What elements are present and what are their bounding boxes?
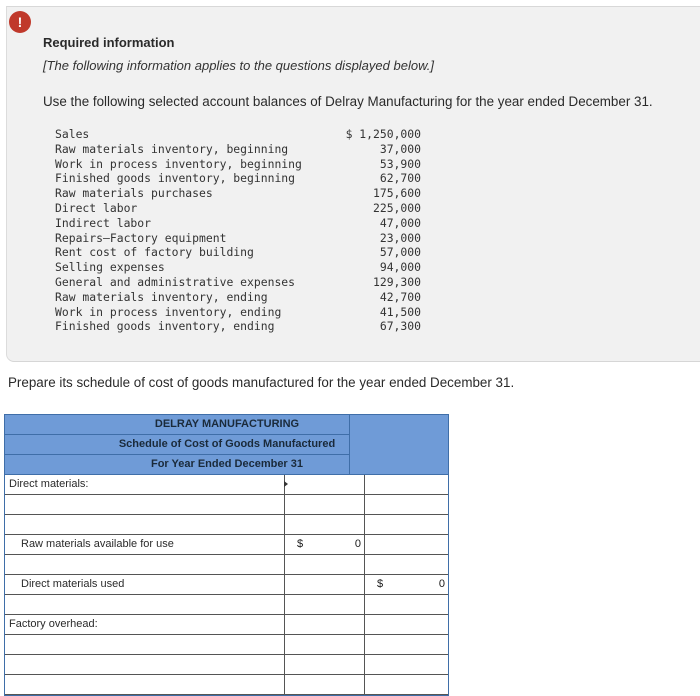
account-row: [55, 157, 421, 172]
alert-icon: !: [9, 11, 31, 33]
account-name: Raw materials inventory, beginning: [55, 141, 289, 156]
table-row: [5, 475, 448, 495]
account-row: [55, 319, 421, 334]
line-item-amount-input[interactable]: [285, 635, 364, 654]
raw-materials-available-label: Raw materials available for use: [21, 538, 174, 550]
account-row: [55, 231, 421, 246]
factory-overhead-label: Factory overhead:: [9, 618, 98, 630]
table-row: [5, 515, 448, 535]
account-name: General and administrative expenses: [55, 274, 296, 289]
line-item-amount-input[interactable]: [285, 515, 364, 534]
account-amount: 175,600: [372, 186, 421, 201]
direct-materials-used-value: 0: [438, 578, 445, 590]
table-row: [5, 575, 448, 595]
direct-materials-used-label: Direct materials used: [21, 578, 125, 590]
account-row: [55, 142, 421, 157]
account-amount: 67,300: [379, 319, 421, 334]
account-row: [55, 305, 421, 320]
arrow-icon: [284, 481, 288, 487]
currency-symbol: $: [377, 578, 384, 590]
account-amount: 94,000: [379, 260, 421, 275]
account-row: [55, 216, 421, 231]
account-amount: 23,000: [379, 230, 421, 245]
account-amount: 57,000: [379, 245, 421, 260]
account-amount: 41,500: [379, 304, 421, 319]
line-item-label-input[interactable]: [5, 495, 284, 514]
account-name: Direct labor: [55, 200, 138, 215]
table-row: [5, 495, 448, 515]
account-name: Rent cost of factory building: [55, 245, 254, 260]
account-amount: 47,000: [379, 215, 421, 230]
account-amount: 225,000: [372, 200, 421, 215]
line-item-amount-input[interactable]: [285, 675, 364, 694]
line-item-amount-input[interactable]: [285, 495, 364, 514]
account-amount: 53,900: [379, 156, 421, 171]
question-prompt: Prepare its schedule of cost of goods manufactured for the year ended December 31.: [8, 375, 515, 390]
required-info-title: Required information: [43, 35, 175, 50]
account-row: [55, 275, 421, 290]
line-item-label-input[interactable]: [5, 675, 284, 694]
schedule-period: For Year Ended December 31: [150, 458, 304, 470]
line-item-label-input[interactable]: [5, 555, 284, 574]
line-item-label-input[interactable]: [5, 655, 284, 674]
account-amount: 62,700: [379, 171, 421, 186]
account-name: Raw materials inventory, ending: [55, 289, 268, 304]
raw-materials-available-value: 0: [354, 538, 361, 550]
table-row: [5, 535, 448, 555]
account-balances-table: [55, 127, 421, 334]
account-row: [55, 171, 421, 186]
table-row: [5, 615, 448, 635]
line-item-label-input[interactable]: [5, 635, 284, 654]
account-name: Sales: [55, 127, 90, 141]
account-name: Selling expenses: [55, 260, 165, 275]
account-amount: 37,000: [379, 141, 421, 156]
account-row: [55, 245, 421, 260]
table-row: [5, 675, 448, 695]
account-row: [55, 201, 421, 216]
account-name: Repairs—Factory equipment: [55, 230, 227, 245]
required-information-panel: [6, 6, 700, 362]
line-item-amount-input[interactable]: [285, 655, 364, 674]
table-row: [5, 635, 448, 655]
line-item-total-input[interactable]: [365, 595, 448, 614]
direct-materials-label: Direct materials:: [9, 478, 89, 490]
required-info-note: [The following information applies to the questions displayed below.]: [43, 58, 434, 73]
account-name: Work in process inventory, ending: [55, 304, 282, 319]
account-name: Indirect labor: [55, 215, 152, 230]
schedule-cogm: [4, 414, 449, 696]
account-amount: 42,700: [379, 289, 421, 304]
line-item-label-input[interactable]: [5, 595, 284, 614]
currency-symbol: $: [297, 538, 304, 550]
account-row: [55, 127, 421, 142]
table-row: [5, 555, 448, 575]
account-amount: $ 1,250,000: [345, 127, 421, 141]
account-row: [55, 290, 421, 305]
table-row: [5, 595, 448, 615]
line-item-label-input[interactable]: [5, 515, 284, 534]
schedule-header: [5, 415, 448, 475]
account-name: Work in process inventory, beginning: [55, 156, 302, 171]
schedule-company: DELRAY MANUFACTURING: [5, 415, 349, 435]
account-name: Raw materials purchases: [55, 186, 213, 201]
line-item-amount-input[interactable]: [285, 555, 364, 574]
account-name: Finished goods inventory, beginning: [55, 171, 296, 186]
account-row: [55, 260, 421, 275]
intro-text: Use the following selected account balances of Delray Manufacturing for the year ended December 31.: [43, 94, 653, 109]
account-row: [55, 186, 421, 201]
schedule-title: Schedule of Cost of Goods Manufactured: [5, 435, 349, 455]
account-amount: 129,300: [372, 274, 421, 289]
account-name: Finished goods inventory, ending: [55, 319, 275, 334]
table-row: [5, 655, 448, 675]
